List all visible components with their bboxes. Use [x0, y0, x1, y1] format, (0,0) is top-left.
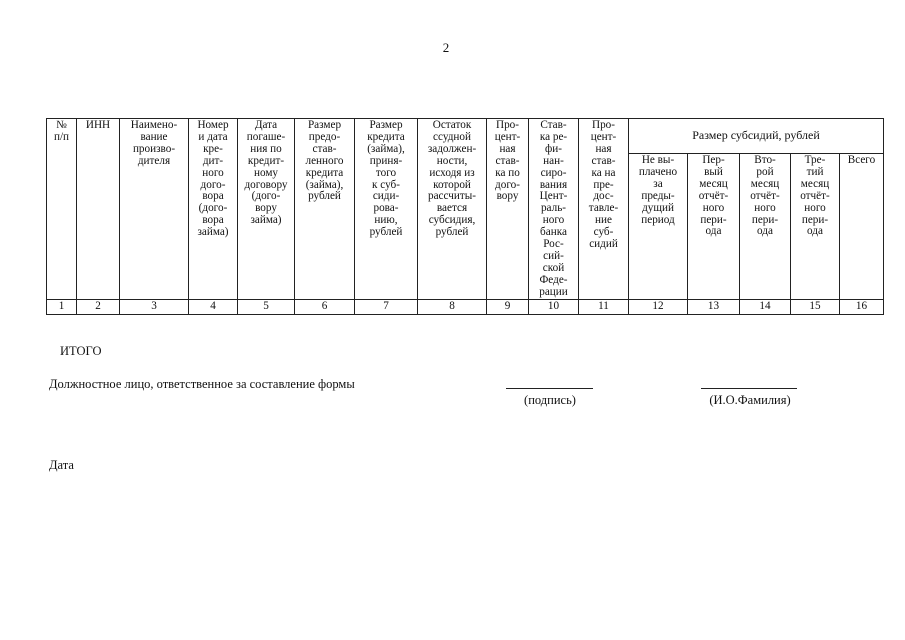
official-label: Должностное лицо, ответственное за составление формы: [49, 377, 355, 391]
column-number: 7: [355, 299, 418, 314]
subcolumn-header: Пер- вый месяц отчёт- ного пери- ода: [688, 154, 740, 300]
column-header: ИНН: [77, 119, 120, 300]
page-number: 2: [442, 40, 450, 55]
column-header: Размер кредита (займа), приня- того к суб- сиди- рова- нию, рублей: [355, 119, 418, 300]
subcolumn-header: Тре- тий месяц отчёт- ного пери- ода: [791, 154, 840, 300]
column-number: 11: [579, 299, 629, 314]
column-number: 5: [238, 299, 295, 314]
table-header-row: [47, 119, 884, 154]
column-header: Наимено- вание произво- дителя: [120, 119, 189, 300]
column-header: Размер предо- став- ленного кредита (займа), рублей: [295, 119, 355, 300]
name-caption: (И.О.Фамилия): [709, 393, 791, 407]
column-number-row: [47, 299, 884, 314]
column-number: 4: [189, 299, 238, 314]
name-line: [701, 388, 797, 389]
subcolumn-header: Не вы- плачено за преды- дущий период: [629, 154, 688, 300]
column-number: 10: [529, 299, 579, 314]
column-header: № п/п: [47, 119, 77, 300]
signature-line: [506, 388, 593, 389]
column-number: 12: [629, 299, 688, 314]
column-header: Став- ка ре- фи- нан- сиро- вания Цент- раль- ного банка Рос- сий- ской Феде- рации: [529, 119, 579, 300]
column-number: 1: [47, 299, 77, 314]
subcolumn-header: Вто- рой месяц отчёт- ного пери- ода: [740, 154, 791, 300]
column-number: 16: [840, 299, 884, 314]
signature-caption: (подпись): [524, 393, 576, 407]
column-header: Про- цент- ная став- ка по дого- вору: [487, 119, 529, 300]
column-header: Остаток ссудной задолжен- ности, исходя из которой рассчиты- вается субсидия, рублей: [418, 119, 487, 300]
subcolumn-header: Всего: [840, 154, 884, 300]
subsidy-form-table: [46, 118, 884, 315]
column-number: 3: [120, 299, 189, 314]
column-number: 15: [791, 299, 840, 314]
date-label: Дата: [49, 458, 74, 472]
column-number: 9: [487, 299, 529, 314]
column-header: Дата погаше- ния по кредит- ному договору (дого- вору займа): [238, 119, 295, 300]
column-header: Номер и дата кре- дит- ного дого- вора (дого- вора займа): [189, 119, 238, 300]
total-label: ИТОГО: [60, 344, 102, 358]
column-number: 2: [77, 299, 120, 314]
column-number: 6: [295, 299, 355, 314]
column-number: 8: [418, 299, 487, 314]
subsidy-group-header: Размер субсидий, рублей: [629, 119, 884, 154]
column-number: 14: [740, 299, 791, 314]
column-number: 13: [688, 299, 740, 314]
column-header: Про- цент- ная став- ка на пре- дос- тавле- ние суб- сидий: [579, 119, 629, 300]
